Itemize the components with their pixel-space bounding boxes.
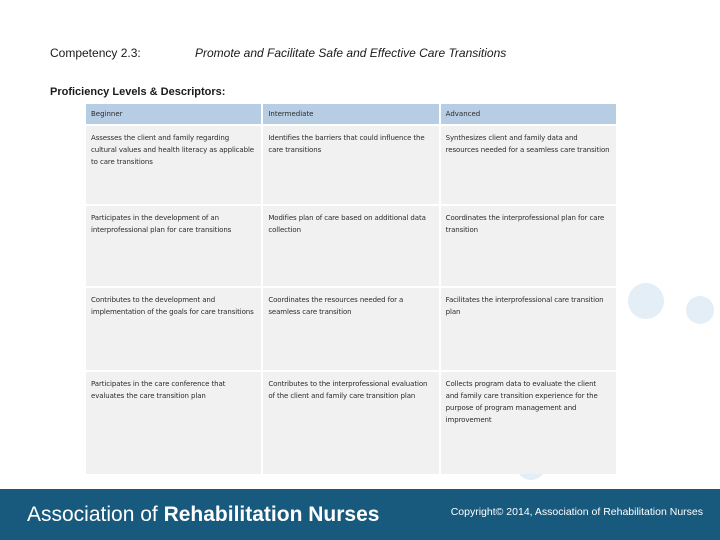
table-cell: Participates in the development of an interprofessional plan for care transitions [86,206,261,286]
table-cell: Coordinates the interprofessional plan for care transition [441,206,616,286]
table-row [86,372,616,474]
competency-code: Competency 2.3: [50,46,141,60]
table-row [86,206,616,286]
footer-bar [0,489,720,540]
table-cell: Contributes to the interprofessional evaluation of the client and family care transition plan [263,372,438,474]
proficiency-descriptors-table [84,102,618,476]
proficiency-levels-heading: Proficiency Levels & Descriptors: [50,86,226,98]
decorative-bubble-small [686,296,714,324]
table-cell: Modifies plan of care based on additional data collection [263,206,438,286]
competency-title: Promote and Facilitate Safe and Effective Care Transitions [195,46,507,60]
table-cell: Facilitates the interprofessional care transition plan [441,288,616,370]
table-cell: Synthesizes client and family data and resources needed for a seamless care transition [441,126,616,204]
table-row [86,126,616,204]
table-row [86,288,616,370]
org-name-prefix: Association of [27,503,164,526]
table-cell: Assesses the client and family regarding cultural values and health literacy as applicable to care transitions [86,126,261,204]
table-cell: Coordinates the resources needed for a seamless care transition [263,288,438,370]
header-intermediate: Intermediate [263,104,438,124]
header-beginner: Beginner [86,104,261,124]
decorative-bubble-large [628,283,664,319]
organization-name [27,503,379,527]
table-cell: Identifies the barriers that could influence the care transitions [263,126,438,204]
table-cell: Participates in the care conference that evaluates the care transition plan [86,372,261,474]
table-cell: Contributes to the development and implementation of the goals for care transitions [86,288,261,370]
copyright-notice: Copyright© 2014, Association of Rehabilitation Nurses [450,506,703,518]
header-advanced: Advanced [441,104,616,124]
table-header-row [86,104,616,124]
table-cell: Collects program data to evaluate the client and family care transition experience for the purpose of program management and improvement [441,372,616,474]
org-name-bold-1: Rehabilitation [163,503,303,526]
org-name-bold-2: Nurses [308,503,380,526]
